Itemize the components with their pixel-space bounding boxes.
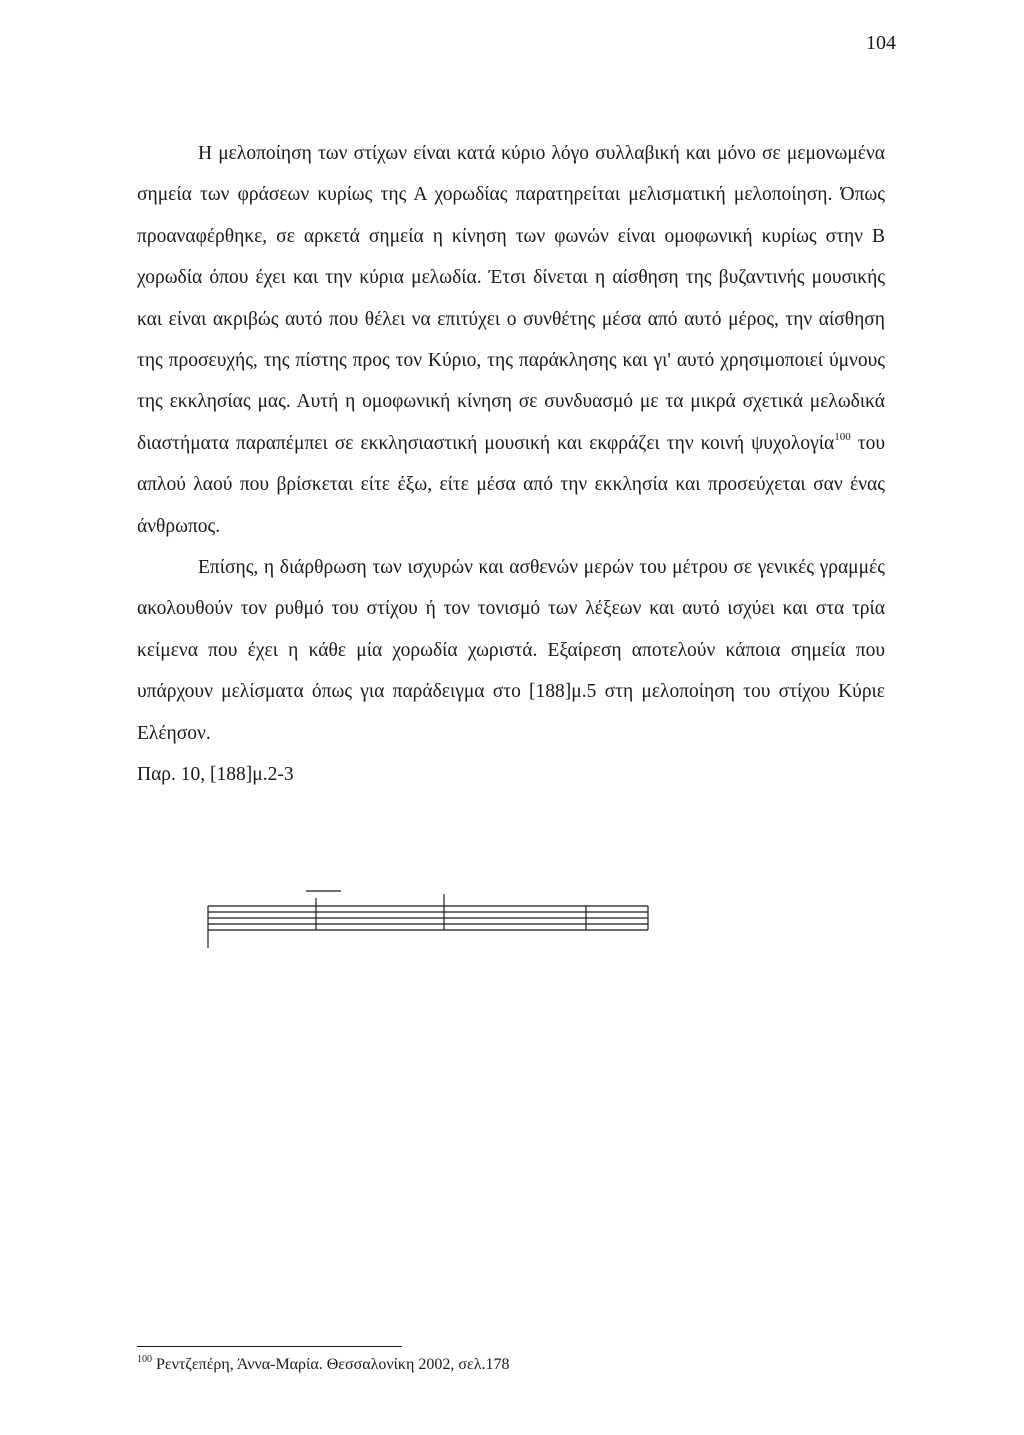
paragraph-diarthrosi: Επίσης, η διάρθρωση των ισχυρών και ασθενών μερών του μέτρου σε γενικές γραμμές ακολουθούν τον ρυθμό του στίχου ή τον τονισμό των λέξεων και αυτό ισχύει και στα τρία κείμενα που έχει η κάθε μία χορωδία χωριστά. Εξαίρεση αποτελούν κάποια σημεία που υπάρχουν μελίσματα όπως για παράδειγμα στο [188]μ.5 στη μελοποίηση του στίχου Κύριε Ελέησον. — [137, 557, 885, 744]
footnote-text: Ρεντζεπέρη, Άννα-Μαρία. Θεσσαλονίκη 2002, σελ.178 — [152, 1356, 510, 1373]
footnote-100 — [137, 1354, 509, 1376]
footnote-reference[interactable]: 100 — [834, 430, 851, 443]
footnote-number: 100 — [137, 1354, 152, 1365]
example-caption: Παρ. 10, [188]μ.2-3 — [137, 764, 294, 786]
page-number: 104 — [866, 32, 896, 54]
paragraph-text-continued: του απλού λαού που βρίσκεται είτε έξω, είτε μέσα από την εκκλησία και προσεύχεται σαν ένας άνθρωπος. — [137, 432, 885, 537]
body-text — [137, 133, 885, 796]
footnote-divider — [137, 1346, 402, 1347]
musical-score-excerpt — [196, 888, 656, 948]
paragraph-melopoiisi — [137, 133, 885, 547]
paragraph-text: Η μελοποίηση των στίχων είναι κατά κύριο λόγο συλλαβική και μόνο σε μεμονωμένα σημεία των φράσεων κυρίως της Α χορωδίας παρατηρείται μελισματική μελοποίηση. Όπως προαναφέρθηκε, σε αρκετά σημεία η κίνηση των φωνών είναι ομοφωνική κυρίως στην Β χορωδία όπου έχει και την κύρια μελωδία. Έτσι δίνεται η αίσθηση της βυζαντινής μουσικής και είναι ακριβώς αυτό που θέλει να επιτύχει ο συνθέτης μέσα από αυτό μέρος, την αίσθηση της προσευχής, της πίστης προς τον Κύριο, της παράκλησης και γι' αυτό χρησιμοποιεί ύμνους της εκκλησίας μας. Αυτή η ομοφωνική κίνηση σε συνδυασμό με τα μικρά σχετικά μελωδικά διαστήματα παραπέμπει σε εκκλησιαστική μουσική και εκφράζει την κοινή ψυχολογία — [137, 143, 885, 454]
